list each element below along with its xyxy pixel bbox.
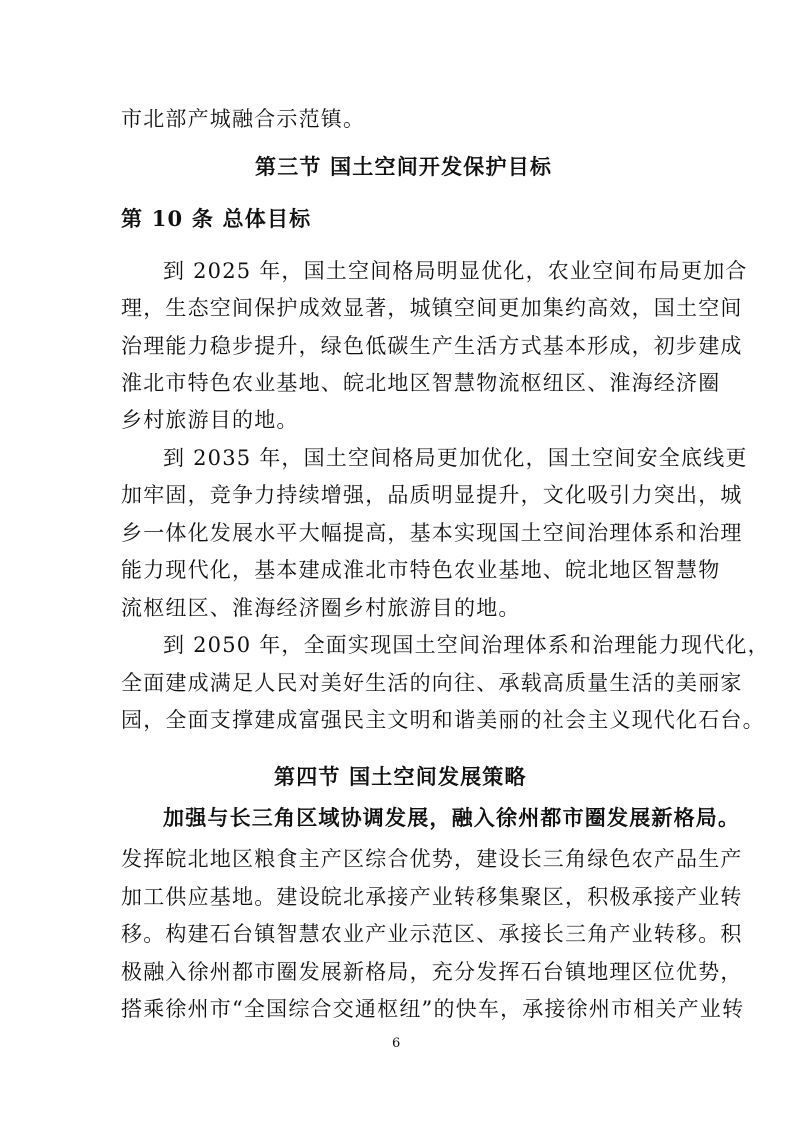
text-line: 加牢固，竞争力持续增强，品质明显提升，文化吸引力突出，城 — [121, 483, 743, 507]
section-heading-3: 第三节 国土空间开发保护目标 — [255, 154, 553, 179]
text-line: 到 2025 年，国土空间格局明显优化，农业空间布局更加合 — [163, 259, 748, 283]
text-line: 移。构建石台镇智慧农业产业示范区、承接长三角产业转移。积 — [121, 922, 743, 946]
text-line: 全面建成满足人民对美好生活的向往、承载高质量生活的美丽家 — [121, 671, 743, 695]
text-line: 乡一体化发展水平大幅提高，基本实现国土空间治理体系和治理 — [121, 521, 743, 545]
text-line: 淮北市特色农业基地、皖北地区智慧物流枢纽区、淮海经济圈 — [121, 371, 721, 395]
text-line: 乡村旅游目的地。 — [121, 408, 299, 432]
text-line: 搭乘徐州市“全国综合交通枢纽”的快车，承接徐州市相关产业转 — [121, 997, 745, 1021]
text-line: 极融入徐州都市圈发展新格局，充分发挥石台镇地理区位优势， — [121, 960, 743, 984]
text-line: 园，全面支撑建成富强民主文明和谐美丽的社会主义现代化石台。 — [121, 708, 765, 732]
strategy-bold-line: 加强与长三角区域协调发展，融入徐州都市圈发展新格局。 — [163, 805, 741, 830]
text-line: 理，生态空间保护成效显著，城镇空间更加集约高效，国土空间 — [121, 296, 743, 320]
text-line: 发挥皖北地区粮食主产区综合优势，建设长三角绿色农产品生产 — [121, 847, 743, 871]
page-number: 6 — [392, 1036, 401, 1051]
section-heading-4: 第四节 国土空间发展策略 — [274, 764, 527, 789]
text-line: 到 2050 年，全面实现国土空间治理体系和治理能力现代化， — [163, 633, 770, 657]
text-line: 到 2035 年，国土空间格局更加优化，国土空间安全底线更 — [163, 446, 748, 470]
text-line: 能力现代化，基本建成淮北市特色农业基地、皖北地区智慧物 — [121, 558, 721, 582]
continuation-line: 市北部产城融合示范镇。 — [121, 107, 366, 131]
text-line: 加工供应基地。建设皖北承接产业转移集聚区，积极承接产业转 — [121, 885, 743, 909]
text-line: 流枢纽区、淮海经济圈乡村旅游目的地。 — [121, 596, 521, 620]
article-heading-10: 第 10 条 总体目标 — [121, 206, 312, 231]
text-line: 治理能力稳步提升，绿色低碳生产生活方式基本形成，初步建成 — [121, 334, 743, 358]
